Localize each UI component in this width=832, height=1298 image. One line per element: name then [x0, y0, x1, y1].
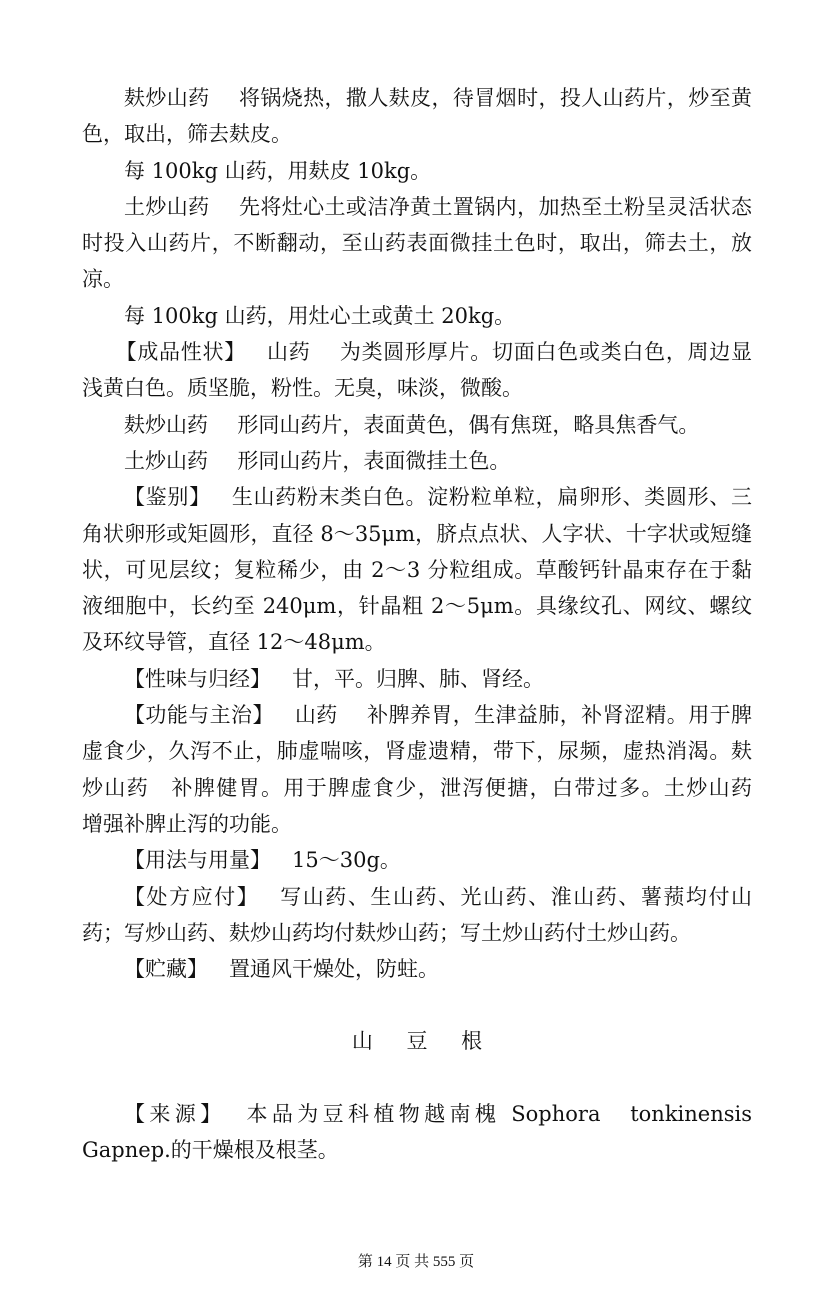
- paragraph-text: 写山药、生山药、光山药、淮山药、薯蓣均付山药；写炒山药、麸炒山药均付麸炒山药；写土炒山药付土炒山药。: [82, 884, 753, 945]
- paragraph-text: 形同山药片，表面微挂土色。: [237, 448, 511, 473]
- paragraph-source: [82, 1096, 752, 1169]
- paragraph-product-traits: [82, 334, 752, 407]
- paragraph-tuchao-process: [82, 189, 752, 298]
- term-label: 土炒山药: [124, 448, 208, 473]
- term-label: 土炒山药: [124, 194, 210, 219]
- paragraph-storage: [82, 951, 752, 987]
- section-tag: 【处方应付】: [124, 884, 260, 909]
- section-title: 山豆根: [351, 1029, 516, 1054]
- term-label: 麸炒山药: [124, 86, 210, 110]
- paragraph-text: 每 100kg 山药，用灶心土或黄土 20kg。: [124, 303, 516, 328]
- paragraph-tuchao-ratio: [82, 298, 752, 334]
- document-page: [82, 80, 773, 1168]
- section-tag: 【用法与用量】: [124, 848, 271, 873]
- paragraph-text: 甘，平。归脾、肺、肾经。: [292, 666, 544, 691]
- page-footer: 第 14 页 共 555 页: [357, 1254, 475, 1270]
- paragraph-text: 为类圆形厚片。切面白色或类白色，周边显浅黄白色。质坚脆，粉性。无臭，味淡，微酸。: [82, 340, 753, 401]
- paragraph-fuchao-ratio: [82, 153, 752, 189]
- paragraph-text: 形同山药片，表面黄色，偶有焦斑，略具焦香气。: [237, 412, 700, 437]
- term-label: 山药: [294, 703, 338, 728]
- term-label: 山药: [266, 340, 311, 365]
- paragraph-text: 15～30g。: [292, 848, 401, 873]
- paragraph-text: 置通风干燥处，防蛀。: [229, 957, 439, 982]
- section-tag: 【性味与归经】: [124, 666, 271, 691]
- paragraph-text: 补脾养胃，生津益肺，补肾涩精。用于脾虚食少，久泻不止，肺虚喘咳，肾虚遗精，带下，尿频，虚热消渴。麸炒山药 补脾健胃。用于脾虚食少，泄泻便搪，白带过多。土炒山药 增强补脾止泻的功能。: [82, 703, 773, 836]
- section-tag: 【成品性状】: [115, 340, 246, 365]
- paragraph-identification: [82, 479, 752, 660]
- paragraph-taste-meridian: [82, 661, 752, 697]
- paragraph-fuchao-process: [82, 80, 752, 153]
- paragraph-text: 生山药粉末类白色。淀粉粒单粒，扁卵形、类圆形、三角状卵形或矩圆形，直径 8～35μm，脐点点状、人字状、十字状或短缝状，可见层纹；复粒稀少，由 2～3 分粒组成。草酸钙针晶束存在于黏液细胞中，长约至 240μm，针晶粗 2～5μm。具缘纹孔、网纹、螺纹及环纹导管，直径 12～48μm。: [82, 485, 753, 655]
- term-label: 麸炒山药: [124, 412, 208, 437]
- paragraph-tuchao-traits: [82, 443, 752, 479]
- section-tag: 【贮藏】: [124, 957, 208, 982]
- section-tag: 【来源】: [124, 1101, 226, 1126]
- paragraph-text: 将锅烧热，撒人麸皮，待冒烟时，投人山药片，炒至黄色，取出，筛去麸皮。: [82, 86, 753, 147]
- paragraph-usage-dosage: [82, 842, 752, 878]
- paragraph-text: 每 100kg 山药，用麸皮 10kg。: [124, 158, 432, 183]
- paragraph-fuchao-traits: [82, 407, 752, 443]
- paragraph-text: 本品为豆科植物越南槐 Sophora tonkinensis Gapnep.的干燥根及根茎。: [82, 1101, 753, 1163]
- section-tag: 【功能与主治】: [124, 703, 274, 728]
- section-tag: 【鉴别】: [124, 485, 211, 510]
- paragraph-prescription: [82, 879, 752, 952]
- paragraph-text: 先将灶心土或洁净黄土置锅内，加热至土粉呈灵活状态时投入山药片，不断翻动，至山药表面微挂土色时，取出，筛去土，放凉。: [82, 194, 753, 292]
- paragraph-function-indication: [82, 697, 773, 842]
